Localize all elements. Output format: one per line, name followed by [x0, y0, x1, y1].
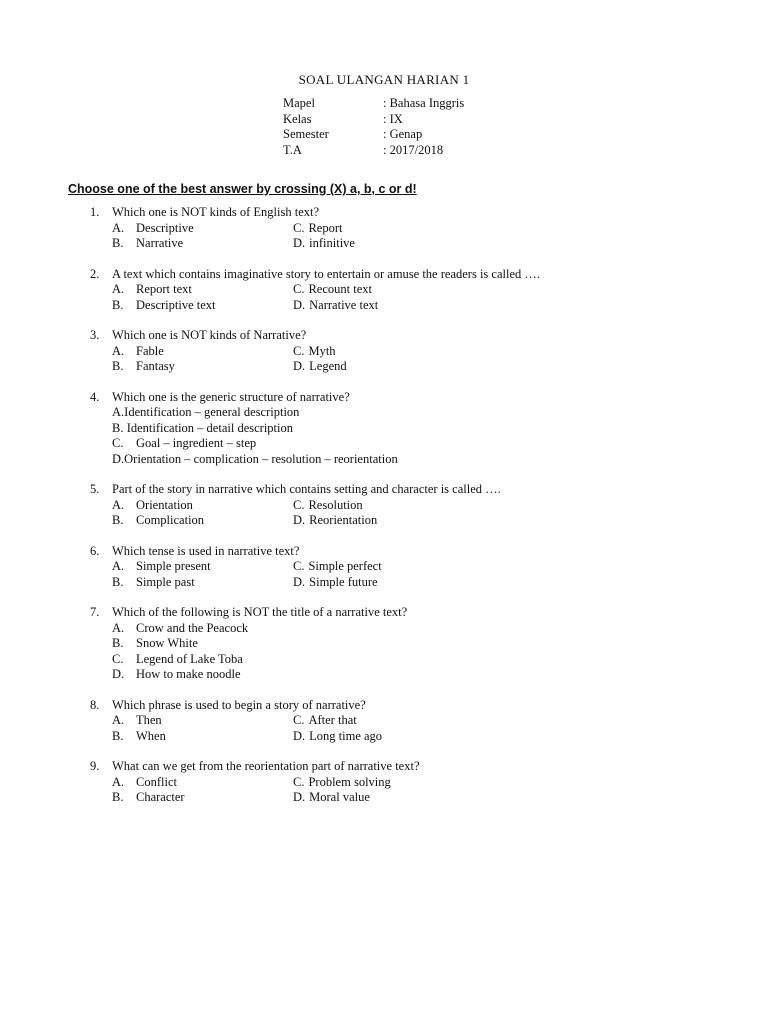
question-text: Which one is the generic structure of narrative? — [112, 389, 350, 404]
option-letter: C. — [293, 559, 305, 573]
option-a[interactable] — [112, 405, 300, 421]
question-8 — [90, 698, 730, 745]
option-letter: C. — [112, 651, 124, 666]
meta-value: : IX — [383, 111, 403, 126]
option-text: Report — [308, 220, 343, 235]
option-letter: B. — [112, 236, 124, 250]
option-b[interactable] — [112, 421, 293, 437]
question-1 — [90, 205, 730, 252]
question-number: 4. — [90, 389, 100, 404]
option-letter: A. — [112, 559, 125, 573]
option-c[interactable] — [112, 436, 293, 452]
option-text: Fantasy — [136, 359, 175, 373]
exam-title: SOAL ULANGAN HARIAN 1 — [298, 72, 470, 87]
option-d[interactable] — [112, 667, 293, 683]
option-letter: D. — [293, 790, 306, 804]
option-letter: D. — [293, 297, 306, 312]
question-number: 2. — [90, 266, 100, 281]
option-text: Complication — [136, 513, 205, 527]
meta-row-kelas — [283, 112, 464, 128]
option-b[interactable] — [112, 575, 293, 591]
option-letter: A. — [112, 220, 125, 235]
option-text: Problem solving — [308, 774, 391, 789]
option-letter: B. — [112, 513, 124, 527]
option-text: Moral value — [309, 790, 370, 804]
option-d[interactable] — [293, 790, 370, 806]
option-letter: A. — [112, 713, 125, 727]
question-number: 5. — [90, 482, 100, 496]
meta-row-ta — [283, 143, 464, 159]
option-text: Report text — [136, 282, 192, 296]
question-text: Which one is NOT kinds of Narrative? — [112, 328, 307, 342]
option-text: Crow and the Peacock — [136, 620, 249, 635]
option-d[interactable] — [112, 451, 398, 468]
question-list — [90, 205, 730, 821]
option-letter: C. — [293, 343, 305, 358]
option-d[interactable] — [293, 729, 382, 745]
question-9 — [90, 759, 730, 806]
option-letter: B. — [112, 297, 124, 312]
option-text: Identification – detail description — [126, 420, 293, 435]
option-text: Fable — [136, 343, 164, 358]
option-text: Snow White — [136, 636, 198, 650]
option-a[interactable] — [112, 344, 293, 360]
option-c[interactable] — [293, 498, 363, 514]
question-text: Which of the following is NOT the title of a narrative text? — [112, 605, 408, 619]
option-text: Narrative — [136, 236, 184, 250]
option-b[interactable] — [112, 298, 293, 314]
option-letter: C. — [293, 282, 305, 296]
meta-row-semester — [283, 127, 464, 143]
option-c[interactable] — [293, 282, 372, 298]
option-text: Orientation — [136, 497, 193, 512]
option-text: Conflict — [136, 774, 177, 789]
meta-value: : Bahasa Inggris — [383, 96, 465, 110]
option-a[interactable] — [112, 282, 293, 298]
option-c[interactable] — [293, 559, 382, 575]
option-text: When — [136, 728, 166, 743]
option-a[interactable] — [112, 559, 293, 575]
meta-row-mapel — [283, 96, 464, 112]
option-a[interactable] — [112, 621, 293, 637]
option-b[interactable] — [112, 729, 293, 745]
option-c[interactable] — [112, 652, 293, 668]
option-text: Legend — [309, 359, 347, 373]
option-text: Simple perfect — [308, 559, 382, 573]
option-letter: B. — [112, 574, 124, 589]
question-5 — [90, 482, 730, 529]
option-letter: D. — [293, 574, 306, 589]
option-text: Descriptive — [136, 220, 194, 235]
meta-label: Kelas — [283, 111, 312, 126]
option-letter: C. — [293, 713, 305, 727]
question-text: Which one is NOT kinds of English text? — [112, 205, 320, 219]
question-number: 6. — [90, 543, 100, 558]
option-letter: D. — [293, 359, 306, 373]
option-text: Descriptive text — [136, 297, 216, 312]
option-b[interactable] — [112, 513, 293, 529]
option-b[interactable] — [112, 636, 293, 652]
option-letter: C. — [112, 436, 124, 450]
question-6 — [90, 544, 730, 591]
option-text: How to make noodle — [136, 667, 241, 681]
option-letter: B. — [112, 728, 124, 743]
option-text: Character — [136, 790, 185, 804]
option-text: Simple past — [136, 574, 195, 589]
option-letter: B. — [112, 636, 124, 650]
option-letter: D. — [112, 667, 125, 681]
option-d[interactable] — [293, 298, 378, 314]
option-text: Goal – ingredient – step — [136, 436, 257, 450]
question-text: What can we get from the reorientation part of narrative text? — [112, 759, 420, 773]
option-text: Identification – general description — [124, 405, 300, 419]
question-2 — [90, 267, 730, 314]
option-text: Then — [136, 713, 162, 727]
option-letter: A. — [112, 497, 125, 512]
option-text: Simple present — [136, 559, 211, 573]
option-c[interactable] — [293, 775, 391, 791]
option-letter: C. — [293, 220, 305, 235]
option-text: Narrative text — [309, 297, 379, 312]
question-number: 3. — [90, 328, 100, 342]
question-number: 7. — [90, 605, 100, 619]
meta-label: Semester — [283, 127, 329, 141]
option-text: Reorientation — [309, 513, 378, 527]
option-b[interactable] — [112, 359, 293, 375]
option-c[interactable] — [293, 713, 357, 729]
option-letter: B. — [112, 790, 124, 804]
option-letter: D. — [112, 451, 125, 466]
option-letter: C. — [293, 774, 305, 789]
question-3 — [90, 328, 730, 375]
option-letter: B. — [112, 420, 124, 435]
option-d[interactable] — [293, 575, 378, 591]
question-text: A text which contains imaginative story to entertain or amuse the readers is called …. — [112, 266, 540, 281]
option-letter: A. — [112, 343, 125, 358]
option-d[interactable] — [293, 359, 347, 375]
option-letter: A. — [112, 774, 125, 789]
meta-value: : Genap — [383, 127, 423, 141]
option-b[interactable] — [112, 790, 293, 806]
option-text: Long time ago — [309, 728, 383, 743]
option-letter: D. — [293, 236, 306, 250]
option-letter: A. — [112, 620, 125, 635]
exam-meta — [283, 96, 464, 158]
question-7 — [90, 605, 730, 683]
option-d[interactable] — [293, 236, 355, 252]
option-d[interactable] — [293, 513, 377, 529]
option-letter: D. — [293, 513, 306, 527]
meta-label: T.A — [283, 142, 302, 157]
question-number: 1. — [90, 205, 100, 219]
meta-label: Mapel — [283, 96, 315, 110]
option-text: Simple future — [309, 574, 378, 589]
option-a[interactable] — [112, 221, 293, 237]
question-number: 8. — [90, 697, 100, 712]
option-a[interactable] — [112, 713, 293, 729]
option-a[interactable] — [112, 498, 293, 514]
question-text: Part of the story in narrative which contains setting and character is called …. — [112, 482, 501, 496]
option-text: Legend of Lake Toba — [136, 651, 243, 666]
option-c[interactable] — [293, 221, 343, 237]
option-text: Orientation – complication – resolution – reorientation — [124, 451, 398, 466]
option-a[interactable] — [112, 775, 293, 791]
option-letter: B. — [112, 359, 124, 373]
meta-value: : 2017/2018 — [383, 142, 444, 157]
option-letter: C. — [293, 497, 305, 512]
question-number: 9. — [90, 759, 100, 773]
option-text: Myth — [308, 343, 336, 358]
option-letter: A. — [112, 282, 125, 296]
option-letter: D. — [293, 728, 306, 743]
question-text: Which phrase is used to begin a story of narrative? — [112, 697, 366, 712]
option-c[interactable] — [293, 344, 336, 360]
option-text: Resolution — [308, 497, 363, 512]
option-b[interactable] — [112, 236, 293, 252]
question-4 — [90, 390, 730, 468]
question-text: Which tense is used in narrative text? — [112, 543, 300, 558]
option-text: After that — [308, 713, 357, 727]
option-text: Recount text — [308, 282, 372, 296]
instruction: Choose one of the best answer by crossing (X) a, b, c or d! — [68, 182, 417, 196]
option-letter: A. — [112, 405, 125, 419]
option-text: infinitive — [309, 236, 355, 250]
